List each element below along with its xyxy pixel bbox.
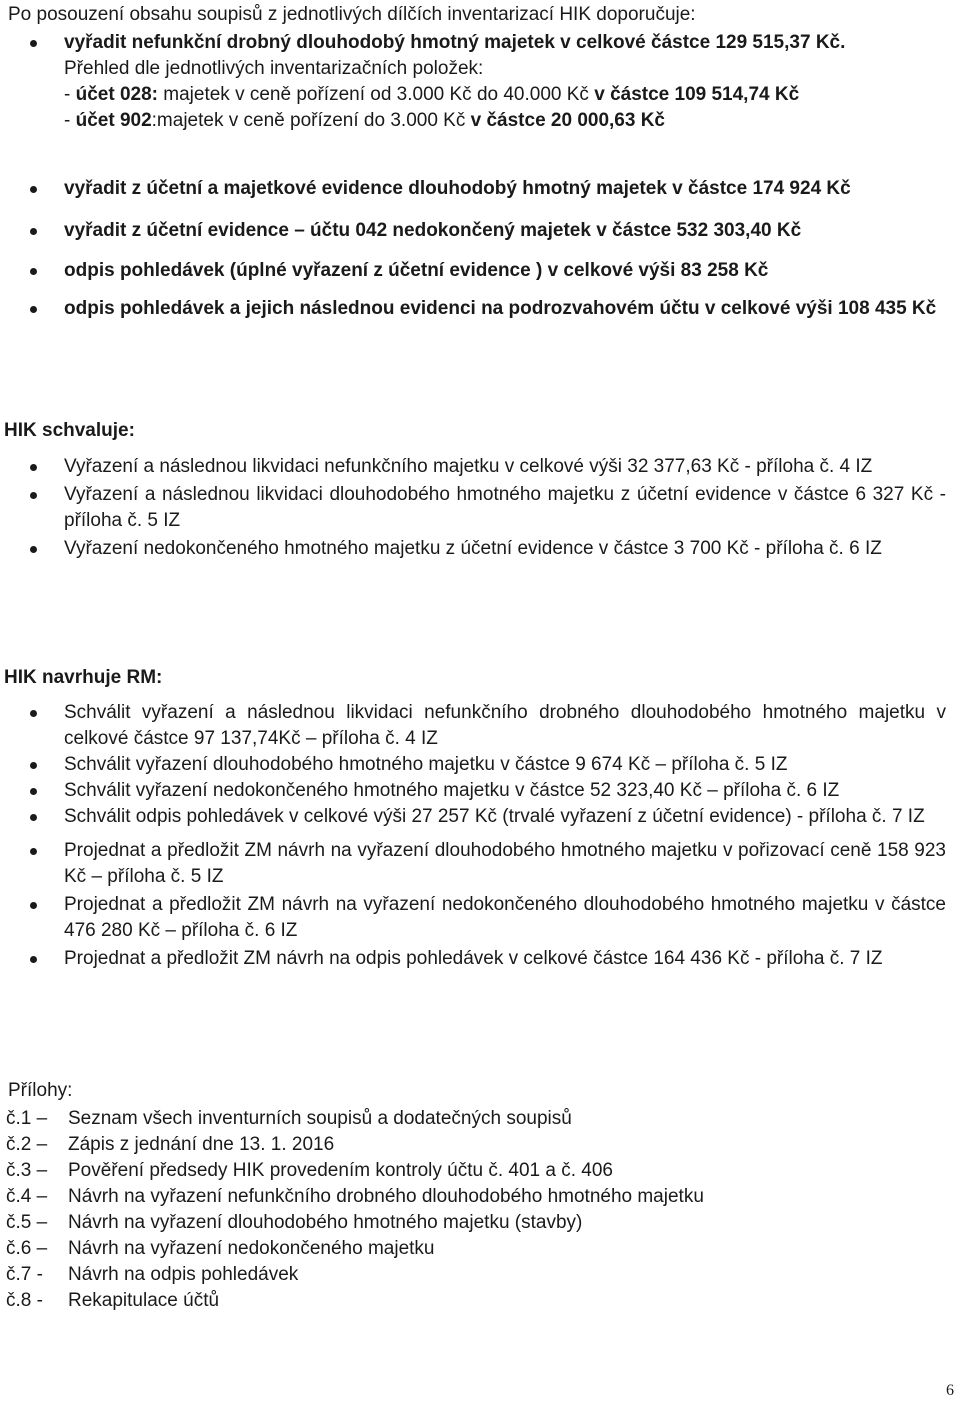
approves-item: Vyřazení a následnou likvidaci nefunkčního majetku v celkové výši 32 377,63 Kč - příloha č. 4 IZ [30, 454, 946, 480]
attachment-number: č.6 – [6, 1238, 48, 1259]
recommend-item-2: vyřadit z účetní a majetkové evidence dlouhodobý hmotný majetek v částce 174 924 Kč [30, 176, 946, 202]
proposes-item: Schválit vyřazení nedokončeného hmotného majetku v částce 52 323,40 Kč – příloha č. 6 IZ [30, 778, 946, 804]
attachment-item [6, 1236, 704, 1262]
account-028: účet 028: [75, 84, 158, 105]
dash: - [64, 110, 76, 131]
intro-text: Po posouzení obsahu soupisů z jednotlivých dílčích inventarizací HIK doporučuje: [8, 4, 696, 25]
attachments-title: Přílohy: [8, 1080, 73, 1101]
approves-list [30, 454, 946, 562]
proposes-item: Projednat a předložit ZM návrh na odpis pohledávek v celkové částce 164 436 Kč - příloha č. 7 IZ [30, 946, 946, 972]
attachment-item [6, 1132, 704, 1158]
attachment-number: č.5 – [6, 1212, 48, 1233]
recommend-list [30, 30, 946, 134]
account-902-amount: v částce 20 000,63 Kč [470, 110, 666, 131]
recommend-item-1 [30, 30, 946, 134]
attachment-item [6, 1184, 704, 1210]
attachment-text: Návrh na odpis pohledávek [68, 1264, 299, 1285]
attachment-item [6, 1288, 704, 1314]
page-number: 6 [946, 1382, 954, 1399]
proposes-item: Schválit odpis pohledávek v celkové výši 27 257 Kč (trvalé vyřazení z účetní evidence) - příloha č. 7 IZ [30, 804, 946, 830]
attachment-text: Návrh na vyřazení nefunkčního drobného dlouhodobého hmotného majetku [68, 1186, 704, 1207]
approves-item: Vyřazení a následnou likvidaci dlouhodobého hmotného majetku z účetní evidence v částce 6 327 Kč - příloha č. 5 IZ [30, 482, 946, 534]
attachment-number: č.1 – [6, 1108, 48, 1129]
attachment-number: č.8 - [6, 1290, 43, 1311]
proposes-item: Projednat a předložit ZM návrh na vyřazení nedokončeného dlouhodobého hmotného majetku v částce 476 280 Kč – příloha č. 6 IZ [30, 892, 946, 944]
proposes-item: Schválit vyřazení a následnou likvidaci nefunkčního drobného dlouhodobého hmotného majetku v celkové částce 97 137,74Kč – příloha č. 4 IZ [30, 700, 946, 752]
attachment-text: Seznam všech inventurních soupisů a dodatečných soupisů [68, 1108, 572, 1129]
attachment-text: Návrh na vyřazení nedokončeného majetku [68, 1238, 435, 1259]
attachment-text: Návrh na vyřazení dlouhodobého hmotného majetku (stavby) [68, 1212, 583, 1233]
recommend-item-1-line-1: vyřadit nefunkční drobný dlouhodobý hmotný majetek v celkové částce 129 515,37 Kč. [64, 32, 846, 53]
attachments-list [6, 1106, 704, 1314]
attachment-item [6, 1210, 704, 1236]
recommend-item-3: vyřadit z účetní evidence – účtu 042 nedokončený majetek v částce 532 303,40 Kč [30, 218, 946, 244]
recommend-list-2 [30, 176, 946, 322]
dash: - [64, 84, 76, 105]
attachment-number: č.2 – [6, 1134, 48, 1155]
proposes-heading: HIK navrhuje RM: [4, 667, 163, 688]
account-902: účet 902 [75, 110, 152, 131]
attachment-number: č.7 - [6, 1264, 43, 1285]
proposes-item: Projednat a předložit ZM návrh na vyřazení dlouhodobého hmotného majetku v pořizovací ceně 158 923 Kč – příloha č. 5 IZ [30, 838, 946, 890]
recommend-item-1-line-3 [64, 82, 946, 108]
account-902-desc: :majetek v ceně pořízení do 3.000 Kč [151, 110, 471, 131]
approves-item: Vyřazení nedokončeného hmotného majetku z účetní evidence v částce 3 700 Kč - příloha č. 6 IZ [30, 536, 946, 562]
attachment-text: Pověření předsedy HIK provedením kontroly účtu č. 401 a č. 406 [68, 1160, 613, 1181]
attachment-item [6, 1158, 704, 1184]
proposes-item: Schválit vyřazení dlouhodobého hmotného majetku v částce 9 674 Kč – příloha č. 5 IZ [30, 752, 946, 778]
account-028-amount: v částce 109 514,74 Kč [594, 84, 800, 105]
attachment-item [6, 1262, 704, 1288]
recommend-item-5: odpis pohledávek a jejich následnou evidenci na podrozvahovém účtu v celkové výši 108 435 Kč [30, 296, 946, 322]
attachment-text: Zápis z jednání dne 13. 1. 2016 [68, 1134, 335, 1155]
recommend-item-1-line-2: Přehled dle jednotlivých inventarizačních položek: [64, 58, 484, 79]
attachment-text: Rekapitulace účtů [68, 1290, 220, 1311]
approves-heading: HIK schvaluje: [4, 420, 135, 441]
attachment-item [6, 1106, 704, 1132]
attachment-number: č.3 – [6, 1160, 48, 1181]
attachment-number: č.4 – [6, 1186, 48, 1207]
proposes-list [30, 700, 946, 972]
account-028-desc: majetek v ceně pořízení od 3.000 Kč do 40.000 Kč [157, 84, 595, 105]
recommend-item-4: odpis pohledávek (úplné vyřazení z účetní evidence ) v celkové výši 83 258 Kč [30, 258, 946, 284]
recommend-item-1-line-4 [64, 108, 946, 134]
